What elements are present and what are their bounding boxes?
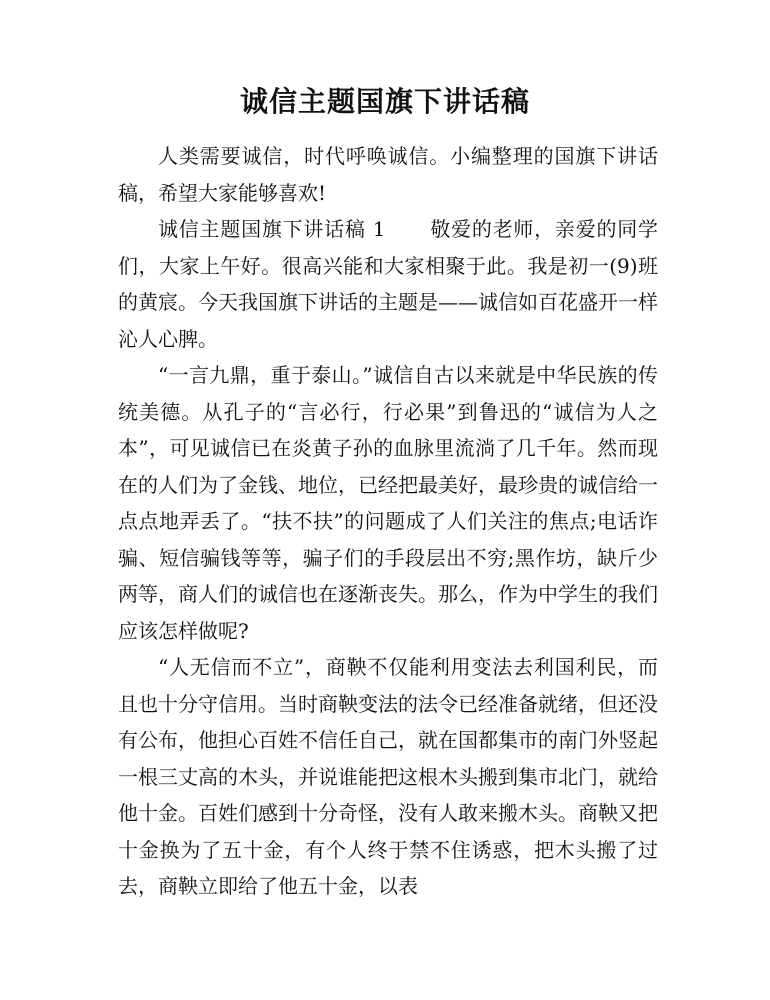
speech-opening-text: 敬爱的老师，亲爱的同学们，大家上午好。很高兴能和大家相聚于此。我是初一(9)班的黄宸。今天我国旗下讲话的主题是——诚信如百花盛开一样沁人心脾。 <box>118 217 658 351</box>
paragraph-shang-yang: “人无信而不立”，商鞅不仅能利用变法去利国利民，而且也十分守信用。当时商鞅变法的法令已经准备就绪，但还没有公布，他担心百姓不信任自己，就在国都集市的南门外竖起一根三丈高的木头，并说谁能把这根木头搬到集市北门，就给他十金。百姓们感到十分奇怪，没有人敢来搬木头。商鞅又把十金换为了五十金，有个人终于禁不住诱惑，把木头搬了过去，商鞅立即给了他五十金，以表 <box>118 655 658 898</box>
document-title: 诚信主题国旗下讲话稿 <box>239 85 530 118</box>
paragraph-speech-opening <box>118 211 658 357</box>
paragraph-intro: 人类需要诚信，时代呼唤诚信。小编整理的国旗下讲话稿，希望大家能够喜欢! <box>118 144 658 205</box>
document-body <box>118 138 658 905</box>
speech-heading: 诚信主题国旗下讲话稿 1 <box>158 217 386 241</box>
paragraph-tradition: “一言九鼎，重于泰山。”诚信自古以来就是中华民族的传统美德。从孔子的“言必行，行必果”到鲁迅的“诚信为人之本”，可见诚信已在炎黄子孙的血脉里流淌了几千年。然而现在的人们为了金钱、地位，已经把最美好，最珍贵的诚信给一点点地弄丢了。“扶不扶”的问题成了人们关注的焦点;电话诈骗、短信骗钱等等，骗子们的手段层出不穷;黑作坊，缺斤少两等，商人们的诚信也在逐渐丧失。那么，作为中学生的我们应该怎样做呢? <box>118 363 658 643</box>
